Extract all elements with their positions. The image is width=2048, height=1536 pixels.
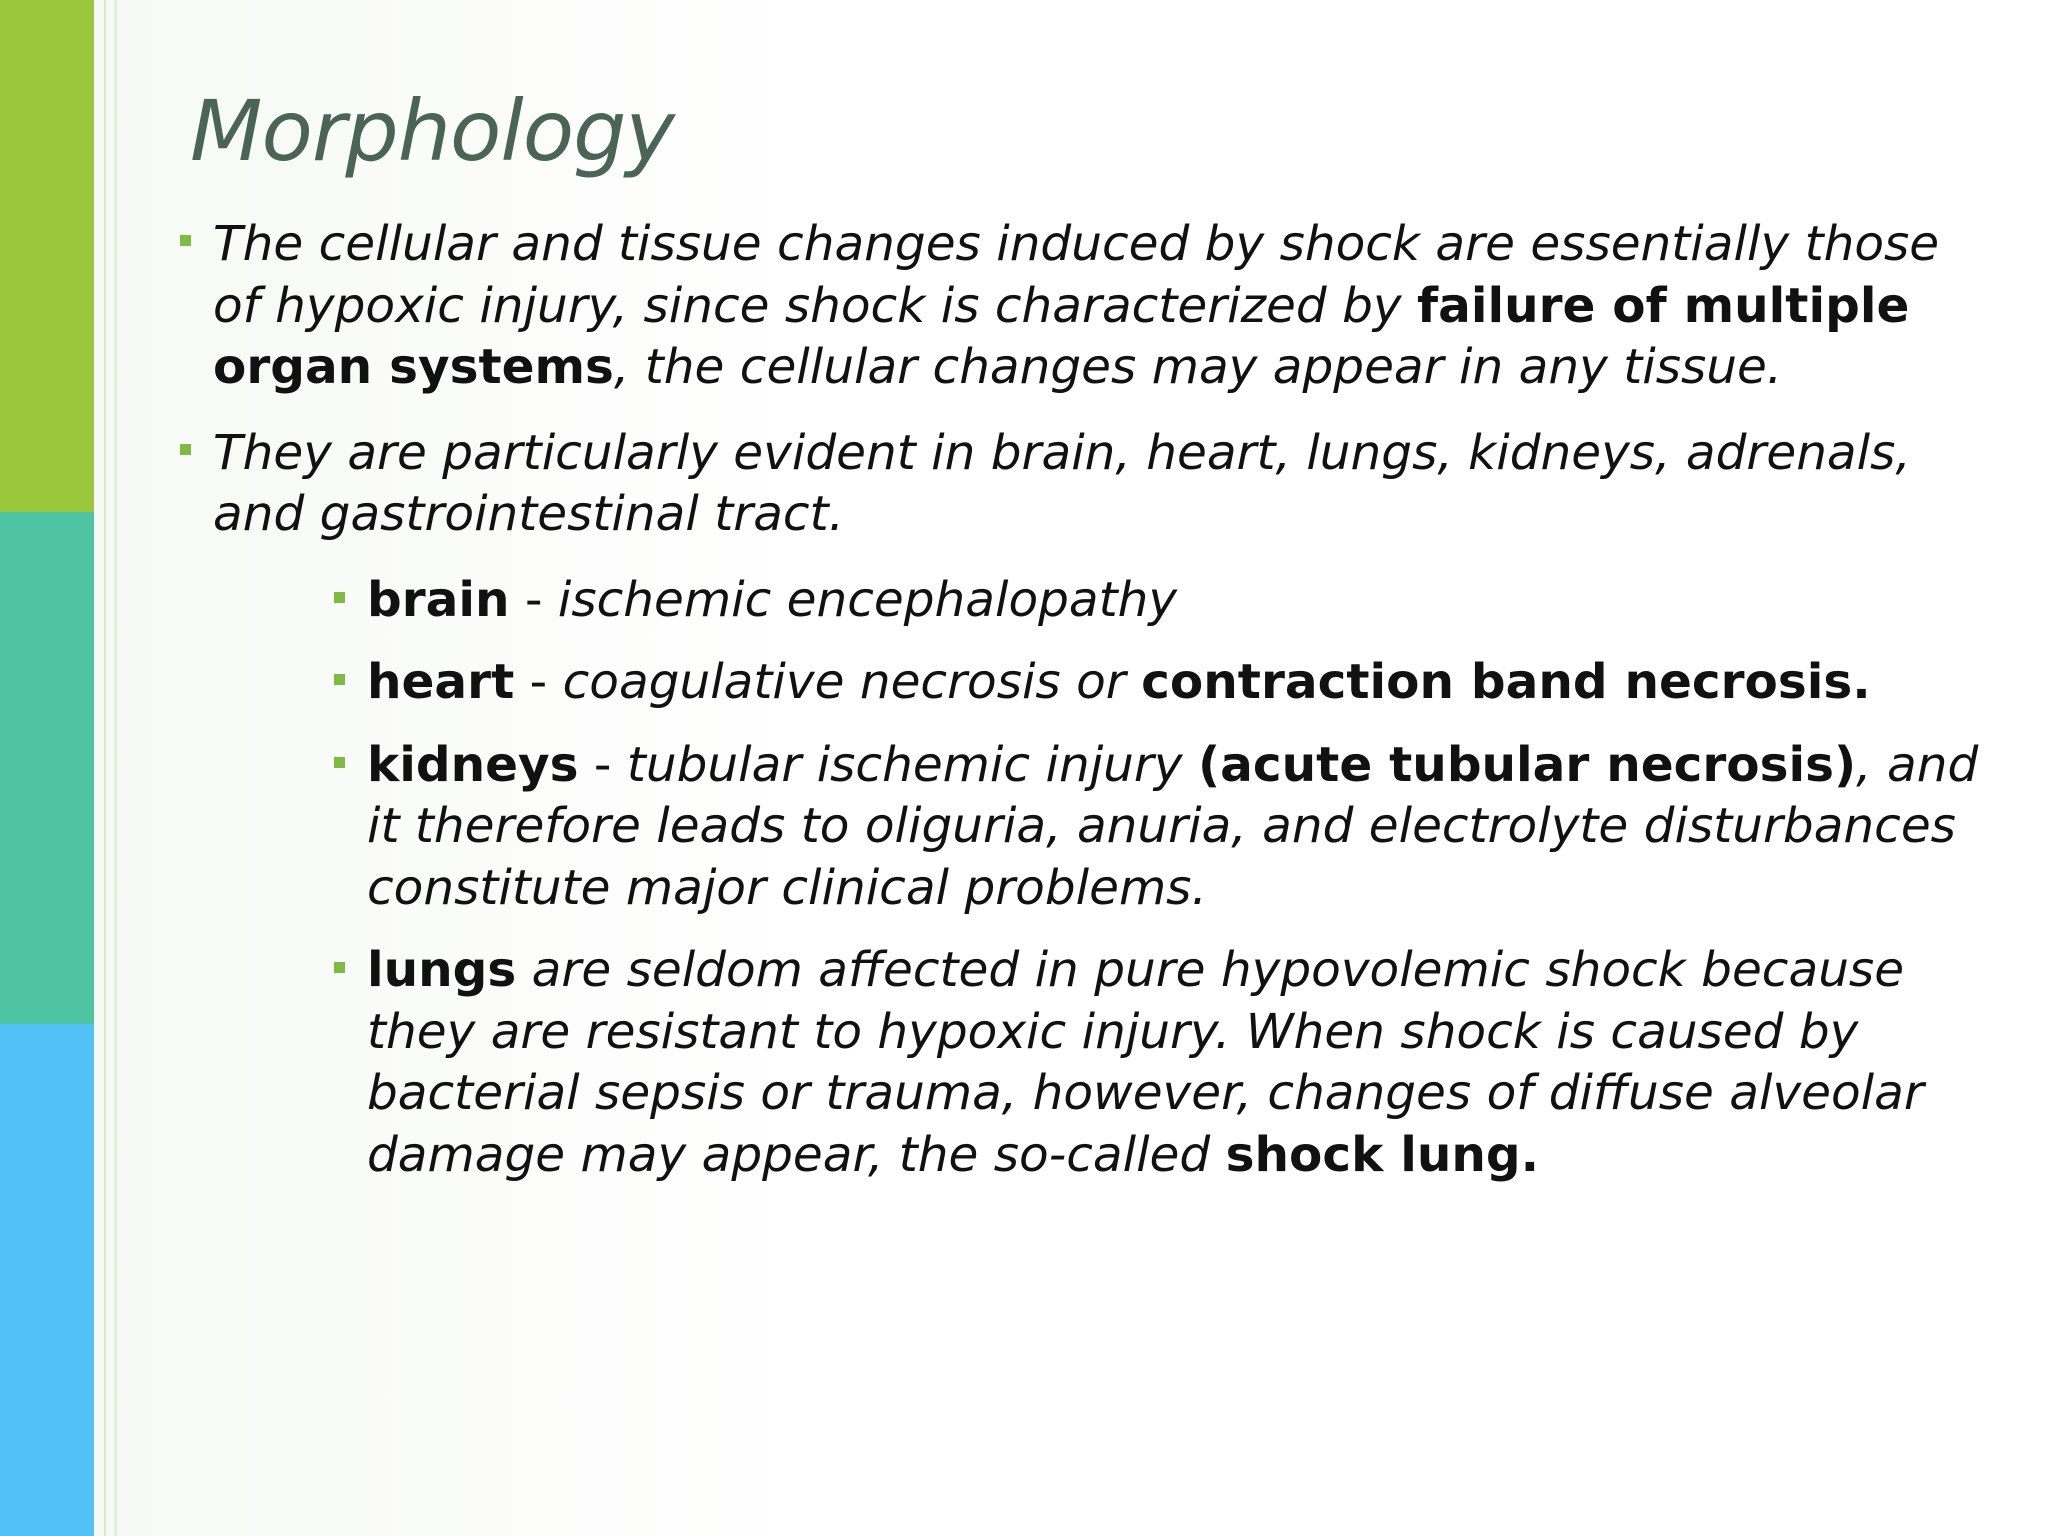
bullet-marker (334, 757, 345, 768)
organ-term: kidneys (367, 736, 579, 793)
organ-term: heart (367, 654, 515, 710)
slide-body (178, 214, 1998, 1207)
organ-term: lungs (367, 942, 517, 998)
bullet-text: , the cellular changes may appear in any tissue. (613, 339, 1783, 395)
sub-bullet-item (332, 735, 1998, 920)
separator: - (509, 571, 558, 628)
bullet-item (178, 214, 1998, 399)
accent-stripe-middle (0, 512, 94, 1024)
divider-line (114, 0, 117, 1536)
organ-term: brain (367, 571, 510, 628)
bullet-marker (180, 235, 191, 246)
separator: - (578, 736, 627, 793)
bullet-text: , and it therefore leads to oliguria, anuria, and electrolyte disturbances constitute major clinical problems. (367, 736, 1979, 916)
accent-stripe-top (0, 0, 94, 512)
bullet-text: They are particularly evident in brain, heart, lungs, kidneys, adrenals, and gastrointestinal tract. (213, 424, 1911, 542)
bullet-marker (334, 674, 345, 685)
bullet-text: are seldom affected in pure hypovolemic shock because they are resistant to hypoxic injury. When shock is caused by bacterial sepsis or trauma, however, changes of diffuse alveolar damage may appear, the so-called (367, 942, 1924, 1183)
bullet-marker (334, 592, 345, 603)
accent-stripe-bottom (0, 1024, 94, 1536)
divider-line (104, 0, 106, 1536)
bullet-text: coagulative necrosis or (562, 654, 1142, 710)
bullet-text: tubular ischemic injury (626, 736, 1198, 793)
bullet-item (178, 423, 1998, 546)
bullet-bold-text: contraction band necrosis. (1141, 654, 1871, 710)
bullet-bold-text: shock lung. (1225, 1126, 1540, 1183)
bullet-bold-text: failure of multiple organ systems (213, 277, 1910, 395)
slide-title: Morphology (190, 82, 675, 180)
sub-bullet-item (332, 570, 1998, 632)
bullet-text: ischemic encephalopathy (557, 571, 1178, 628)
bullet-bold-text: (acute tubular necrosis) (1197, 736, 1857, 793)
separator: - (514, 654, 563, 710)
bullet-text: The cellular and tissue changes induced by shock are essentially those of hypoxic injury, since shock is characterized by (213, 216, 1940, 334)
sub-bullet-item (332, 940, 1998, 1186)
bullet-marker (334, 962, 345, 973)
sub-bullet-item (332, 652, 1998, 714)
bullet-marker (180, 444, 191, 455)
